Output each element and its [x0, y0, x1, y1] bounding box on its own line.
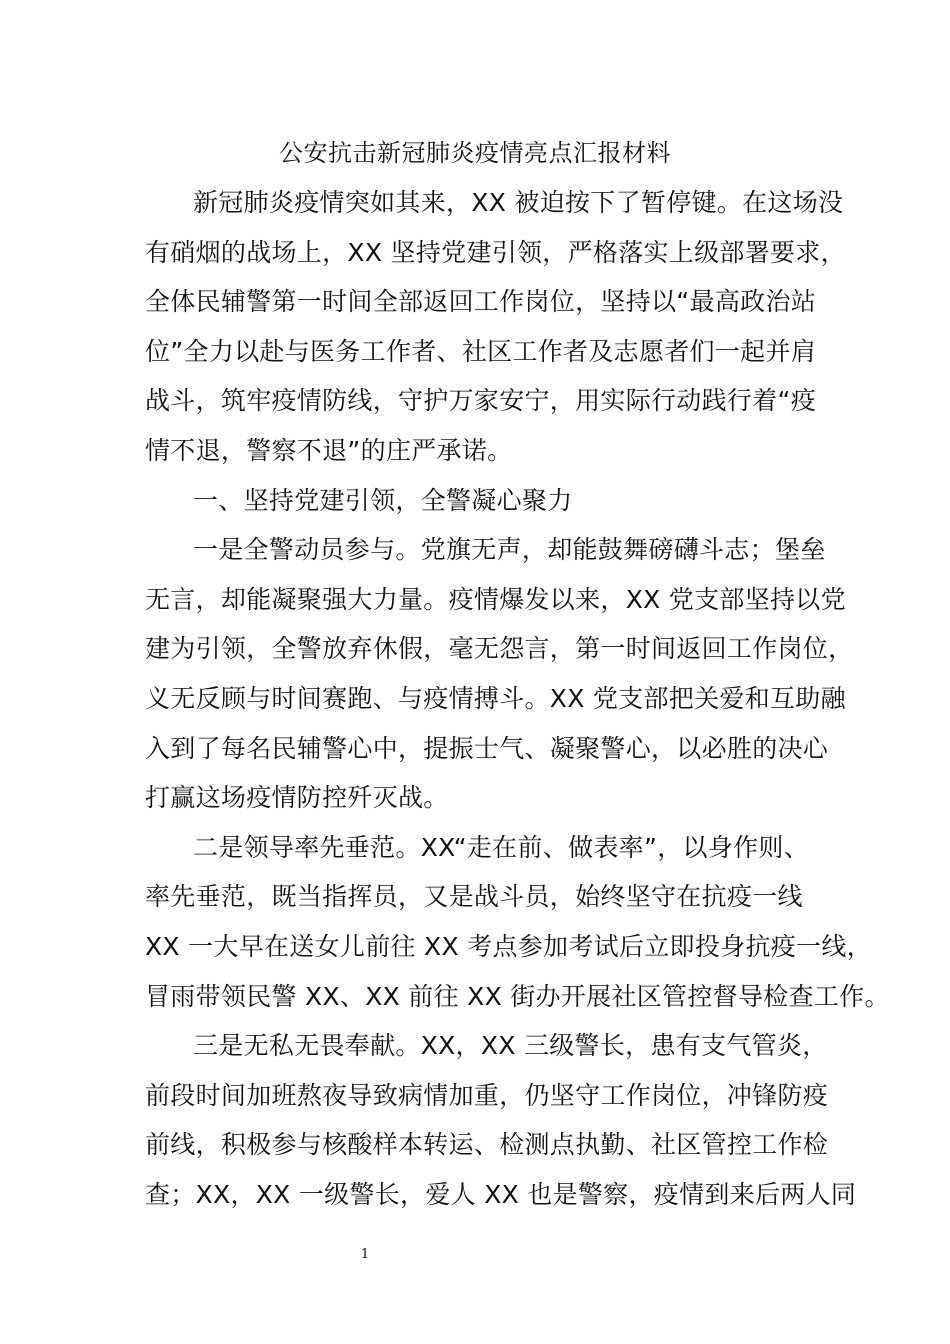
paragraph-line: 新冠肺炎疫情突如其来，XX 被迫按下了暂停键。在这场没	[193, 188, 844, 217]
paragraph-line: 义无反顾与时间赛跑、与疫情搏斗。XX 党支部把关爱和互助融	[145, 683, 846, 713]
document-body	[145, 178, 890, 1219]
paragraph-line: 率先垂范，既当指挥员，又是战斗员，始终坚守在抗疫一线	[145, 882, 803, 912]
paragraph-line: XX 一大早在送女儿前往 XX 考点参加考试后立即投身抗疫一线，	[145, 931, 872, 961]
paragraph-line: 全体民辅警第一时间全部返回工作岗位，坚持以“最高政治站	[145, 287, 817, 317]
paragraph-line: 打赢这场疫情防控歼灭战。	[145, 783, 449, 813]
paragraph-line: 无言，却能凝聚强大力量。疫情爆发以来，XX 党支部坚持以党	[145, 584, 846, 614]
paragraph-line: 三是无私无畏奉献。XX，XX 三级警长，患有支气管炎，	[193, 1031, 828, 1061]
paragraph-line: 二是领导率先垂范。XX“走在前、做表率”，以身作则、	[193, 832, 810, 862]
paragraph-line: 位”全力以赴与医务工作者、社区工作者及志愿者们一起并肩	[145, 336, 817, 366]
section-heading: 一、坚持党建引领，全警凝心聚力	[193, 485, 573, 515]
paragraph-line: 冒雨带领民警 XX、XX 前往 XX 街办开展社区管控督导检查工作。	[145, 981, 890, 1011]
paragraph-line: 查；XX，XX 一级警长，爱人 XX 也是警察，疫情到来后两人同	[145, 1179, 857, 1209]
paragraph-line: 前段时间加班熬夜导致病情加重，仍坚守工作岗位，冲锋防疫	[145, 1080, 829, 1110]
document-title: 公安抗击新冠肺炎疫情亮点汇报材料	[279, 139, 671, 167]
paragraph-line: 建为引领，全警放弃休假，毫无怨言，第一时间返回工作岗位，	[145, 634, 854, 664]
page-number: 1	[360, 1247, 370, 1262]
paragraph-line: 入到了每名民辅警心中，提振士气、凝聚警心，以必胜的决心	[145, 733, 829, 763]
paragraph-line: 战斗，筑牢疫情防线，守护万家安宁，用实际行动践行着“疫	[145, 386, 817, 416]
paragraph-line: 情不退，警察不退”的庄严承诺。	[145, 435, 513, 465]
paragraph-line: 前线，积极参与核酸样本转运、检测点执勤、社区管控工作检	[145, 1130, 829, 1160]
paragraph-line: 有硝烟的战场上，XX 坚持党建引领，严格落实上级部署要求，	[145, 237, 846, 267]
paragraph-line: 一是全警动员参与。党旗无声，却能鼓舞磅礴斗志；堡垒	[193, 535, 826, 565]
